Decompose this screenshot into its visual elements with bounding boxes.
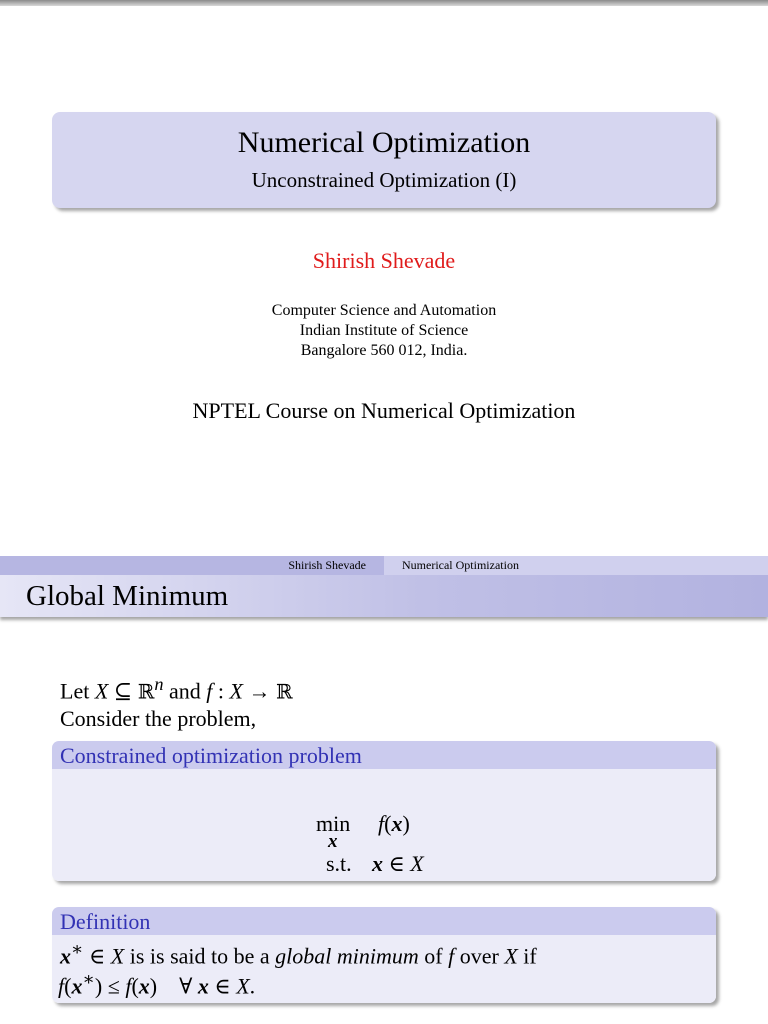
institute-line: Indian Institute of Science [299, 322, 469, 339]
slide-subtitle: Unconstrained Optimization (I) [251, 168, 517, 192]
subject-to: s.t. [326, 851, 352, 876]
intro-line-2: Consider the problem, [60, 706, 257, 732]
institute-line: Computer Science and Automation [271, 302, 497, 319]
definition-line-1: x∗ ∈ X is is said to be a global minimum of f over X if [60, 939, 537, 969]
frame-title-bar [0, 575, 768, 617]
author-name: Shirish Shevade [312, 248, 456, 273]
frame-title: Global Minimum [26, 580, 229, 612]
course-name: NPTEL Course on Numerical Optimization [192, 398, 576, 423]
constrained-problem-block [52, 741, 716, 881]
page-top-edge [0, 0, 768, 6]
footline-title-label: Numerical Optimization [402, 558, 519, 572]
definition-block [52, 907, 716, 1003]
footline [0, 556, 768, 575]
constraint: x ∈ X [372, 851, 424, 876]
min-variable: x [328, 831, 338, 852]
institute-line: Bangalore 560 012, India. [300, 342, 468, 359]
block-title: Constrained optimization problem [52, 741, 716, 769]
footline-title [384, 556, 768, 575]
objective: f(x) [378, 811, 410, 836]
footline-author [0, 556, 384, 575]
min-operator: min [316, 811, 351, 836]
intro-line-1: Let X ⊆ ℝ$^n$ and f : X → ℝ [60, 674, 293, 704]
institute-block [0, 301, 768, 361]
slide-title: Numerical Optimization [237, 126, 531, 159]
block-body [52, 935, 716, 1003]
definition-line-2: f(x∗) ≤ f(x) ∀ x ∈ X. [58, 969, 256, 999]
intro-text [60, 670, 293, 733]
footline-author-label: Shirish Shevade [288, 558, 366, 572]
block-body [52, 769, 716, 881]
block-title: Definition [52, 907, 716, 935]
